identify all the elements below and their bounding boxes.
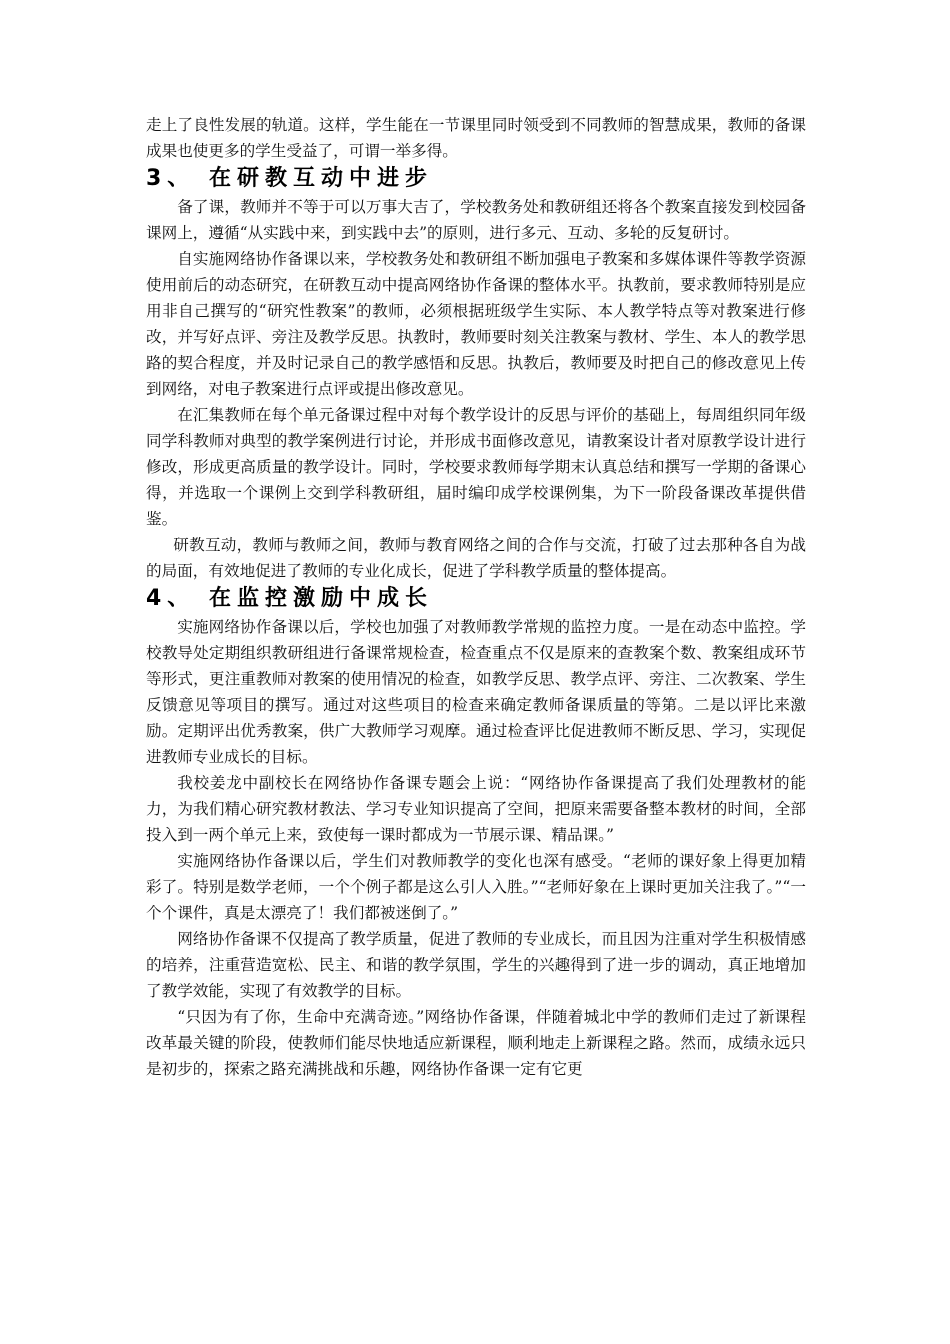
- section3-paragraph-4: 研教互动，教师与教师之间，教师与教育网络之间的合作与交流，打破了过去那种各自为战的局面，有效地促进了教师的专业化成长，促进了学科教学质量的整体提高。: [146, 536, 806, 580]
- section4-paragraph-3: 实施网络协作备课以后，学生们对教师教学的变化也深有感受。“老师的课好象上得更加精彩了。特别是数学老师，一个个例子都是这么引人入胜。”“老师好象在上课时更加关注我了。”“一个个课件，真是太漂亮了！我们都被迷倒了。”: [146, 852, 806, 922]
- section3-paragraph-3: 在汇集教师在每个单元备课过程中对每个教学设计的反思与评价的基础上，每周组织同年级同学科教师对典型的教学案例进行讨论，并形成书面修改意见，请教案设计者对原教学设计进行修改，形成更高质量的教学设计。同时，学校要求教师每学期末认真总结和撰写一学期的备课心得，并选取一个课例上交到学科教研组，届时编印成学校课例集，为下一阶段备课改革提供借鉴。: [146, 406, 806, 528]
- section3-paragraph-1: 备了课，教师并不等于可以万事大吉了，学校教务处和教研组还将各个教案直接发到校园备课网上，遵循“从实践中来，到实践中去”的原则，进行多元、互动、多轮的反复研讨。: [146, 198, 806, 242]
- section4-paragraph-4: 网络协作备课不仅提高了教学质量，促进了教师的专业成长，而且因为注重对学生积极情感的培养，注重营造宽松、民主、和谐的教学氛围，学生的兴趣得到了进一步的调动，真正地增加了教学效能，实现了有效教学的目标。: [146, 930, 806, 1000]
- paragraph-continued: 走上了良性发展的轨道。这样，学生能在一节课里同时领受到不同教师的智慧成果，教师的备课成果也使更多的学生受益了，可谓一举多得。: [146, 116, 806, 160]
- section3-paragraph-2: 自实施网络协作备课以来，学校教务处和教研组不断加强电子教案和多媒体课件等教学资源使用前后的动态研究，在研教互动中提高网络协作备课的整体水平。执教前，要求教师特别是应用非自己撰写的“研究性教案”的教师，必须根据班级学生实际、本人教学特点等对教案进行修改，并写好点评、旁注及教学反思。执教时，教师要时刻关注教案与教材、学生、本人的教学思路的契合程度，并及时记录自己的教学感悟和反思。执教后，教师要及时把自己的修改意见上传到网络，对电子教案进行点评或提出修改意见。: [146, 250, 806, 398]
- section4-paragraph-1: 实施网络协作备课以后，学校也加强了对教师教学常规的监控力度。一是在动态中监控。学校教导处定期组织教研组进行备课常规检查，检查重点不仅是原来的查教案个数、教案组成环节等形式，更注重教师对教案的使用情况的检查，如教学反思、教学点评、旁注、二次教案、学生反馈意见等项目的撰写。通过对这些项目的检查来确定教师备课质量的等第。二是以评比来激励。定期评出优秀教案，供广大教师学习观摩。通过检查评比促进教师不断反思、学习，实现促进教师专业成长的目标。: [146, 618, 806, 766]
- section-heading-3: 3、 在研教互动中进步: [146, 166, 433, 191]
- section-heading-4: 4、 在监控激励中成长: [146, 586, 433, 611]
- document-page: [146, 112, 806, 1082]
- section4-paragraph-5: “只因为有了你，生命中充满奇迹。”网络协作备课，伴随着城北中学的教师们走过了新课程改革最关键的阶段，使教师们能尽快地适应新课程，顺利地走上新课程之路。然而，成绩永远只是初步的，探索之路充满挑战和乐趣，网络协作备课一定有它更: [146, 1008, 806, 1078]
- section4-paragraph-2: 我校姜龙中副校长在网络协作备课专题会上说：“网络协作备课提高了我们处理教材的能力，为我们精心研究教材教法、学习专业知识提高了空间，把原来需要备整本教材的时间，全部投入到一两个单元上来，致使每一课时都成为一节展示课、精品课。”: [146, 774, 806, 844]
